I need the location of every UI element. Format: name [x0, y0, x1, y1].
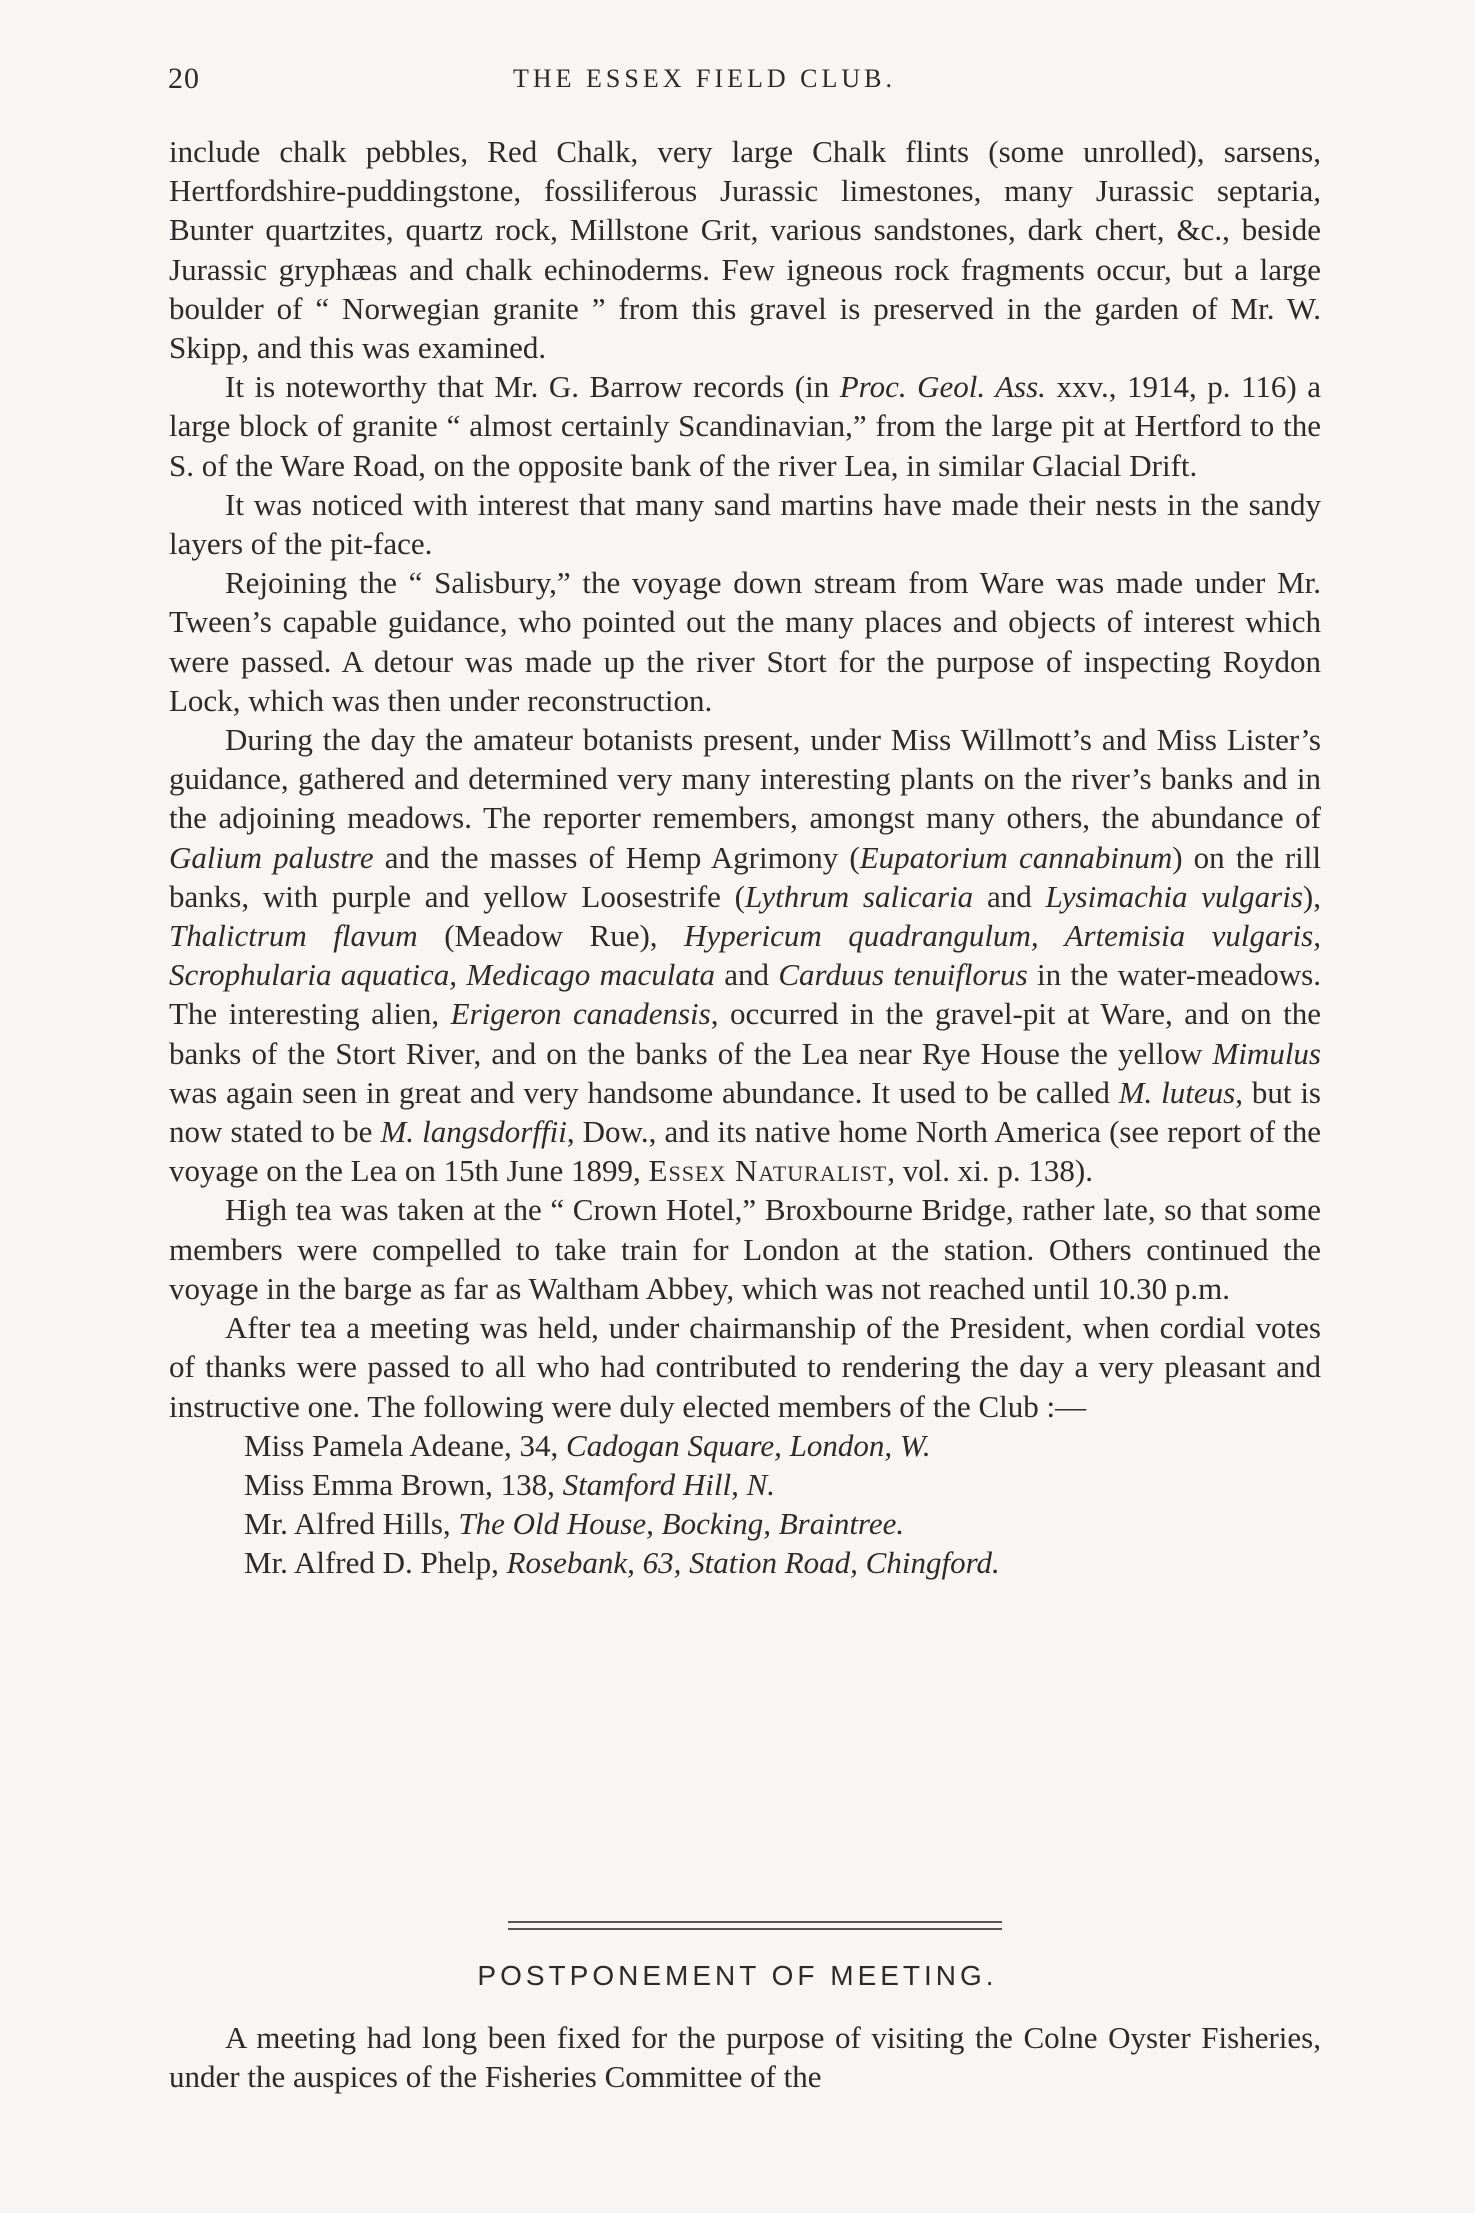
- species-name: Lysimachia vulgaris: [1045, 878, 1303, 914]
- text-run: , occurred in the gravel-pit at Ware, and on the banks of the Stort River, and on the banks of the Lea near Rye House the yellow: [169, 996, 1322, 1071]
- paragraph-5: [169, 720, 1321, 1190]
- paragraph-2: [169, 367, 1321, 485]
- species-name: M. luteus: [1118, 1074, 1236, 1110]
- running-head: [0, 62, 1475, 106]
- text-run: xxv., 1914, p. 116) a large block of granite “ almost certainly Scandinavian,” from the large pit at Hertford to the S. of the Ware Road, on the opposite bank of the river Lea, in similar Glacial Drift.: [169, 369, 1321, 483]
- text-run: and: [973, 878, 1046, 914]
- member-entry: [244, 1465, 1321, 1504]
- text-run: ) on the rill banks, with purple and yellow Loosestrife (: [169, 839, 1322, 914]
- species-name: M. langsdorffii: [380, 1114, 567, 1150]
- member-entry: [244, 1426, 1321, 1465]
- paragraph-4: Rejoining the “ Salisbury,” the voyage down stream from Ware was made under Mr. Tween’s capable guidance, who pointed out the many places and objects of interest which were passed. A detour was made up the river Stort for the purpose of inspecting Roydon Lock, which was then under reconstruction.: [169, 565, 1321, 718]
- species-name: Erigeron canadensis: [450, 996, 711, 1032]
- paragraph-7: After tea a meeting was held, under chairmanship of the President, when cordial votes of thanks were passed to all who had contributed to rendering the day a very pleasant and instructive one. The following were duly elected members of the Club :—: [169, 1310, 1321, 1424]
- page-number: 20: [168, 62, 200, 95]
- text-run: ),: [1302, 878, 1321, 914]
- member-name: Miss Emma Brown, 138,: [244, 1466, 563, 1502]
- body-text: [169, 132, 1321, 1583]
- species-name: Galium palustre: [169, 839, 374, 875]
- member-name: Mr. Alfred Hills,: [244, 1506, 459, 1542]
- text-run: and: [714, 957, 779, 993]
- species-name: Lythrum salicaria: [745, 878, 974, 914]
- member-entry: [244, 1543, 1321, 1582]
- member-address: Rosebank, 63, Station Road, Chingford.: [506, 1545, 1000, 1581]
- text-run: , vol. xi. p. 138).: [887, 1153, 1093, 1189]
- paragraph-3: It was noticed with interest that many sand martins have made their nests in the sandy layers of the pit-face.: [169, 486, 1321, 562]
- paragraph-6: High tea was taken at the “ Crown Hotel,” Broxbourne Bridge, rather late, so that some members were compelled to take train for London at the station. Others continued the voyage in the barge as far as Waltham Abbey, which was not reached until 10.30 p.m.: [169, 1192, 1321, 1306]
- journal-title: Essex Naturalist: [648, 1153, 888, 1189]
- text-run: During the day the amateur botanists present, under Miss Willmott’s and Miss Lister’s guidance, gathered and determined very many interesting plants on the river’s banks and in the adjoining meadows. The reporter remembers, amongst many others, the abundance of: [169, 722, 1321, 836]
- species-name: Hypericum quadrangulum, Artemisia vulgaris, Scrophularia aquatica, Medicago maculata: [169, 918, 1321, 993]
- paragraph-1: include chalk pebbles, Red Chalk, very large Chalk flints (some unrolled), sarsens, Hertfordshire-puddingstone, fossiliferous Jurassic limestones, many Jurassic septaria, Bunter quartzites, quartz rock, Millstone Grit, various sandstones, dark chert, &c., beside Jurassic gryphæas and chalk echinoderms. Few igneous rock fragments occur, but a large boulder of “ Norwegian granite ” from this gravel is preserved in the garden of Mr. W. Skipp, and this was examined.: [169, 134, 1321, 366]
- member-list: [169, 1426, 1321, 1583]
- member-name: Mr. Alfred D. Phelp,: [244, 1545, 507, 1581]
- member-address: Cadogan Square, London, W.: [566, 1427, 931, 1463]
- species-name: Mimulus: [1212, 1035, 1321, 1071]
- member-entry: [244, 1504, 1321, 1543]
- running-title: THE ESSEX FIELD CLUB.: [513, 64, 896, 93]
- text-run: , Dow., and its native home North America (see report of the voyage on the Lea on 15th June 1899,: [169, 1114, 1322, 1189]
- text-run: , but is now stated to be: [169, 1074, 1321, 1150]
- section-body: [169, 2018, 1321, 2096]
- species-name: Carduus tenuiflorus: [778, 957, 1028, 993]
- section-heading: POSTPONEMENT OF MEETING.: [477, 1960, 998, 1991]
- species-name: Thalictrum flavum: [169, 918, 418, 954]
- text-run: (Meadow Rue),: [417, 918, 685, 954]
- text-run: It is noteworthy that Mr. G. Barrow records (in: [225, 369, 840, 405]
- section-divider-top: [508, 1921, 1002, 1923]
- member-address: Stamford Hill, N.: [562, 1466, 776, 1502]
- text-run: was again seen in great and very handsome abundance. It used to be called: [169, 1074, 1119, 1110]
- species-name: Eupatorium cannabinum: [859, 839, 1173, 875]
- member-name: Miss Pamela Adeane, 34,: [244, 1427, 567, 1463]
- section-paragraph: A meeting had long been fixed for the purpose of visiting the Colne Oyster Fisheries, under the auspices of the Fisheries Committee of the: [169, 2020, 1321, 2095]
- member-address: The Old House, Bocking, Braintree.: [458, 1506, 905, 1542]
- text-run: in the water-meadows. The interesting alien,: [169, 957, 1321, 1032]
- journal-title: Proc. Geol. Ass.: [839, 369, 1046, 405]
- section-divider-bottom: [508, 1928, 1002, 1930]
- text-run: and the masses of Hemp Agrimony (: [373, 839, 860, 875]
